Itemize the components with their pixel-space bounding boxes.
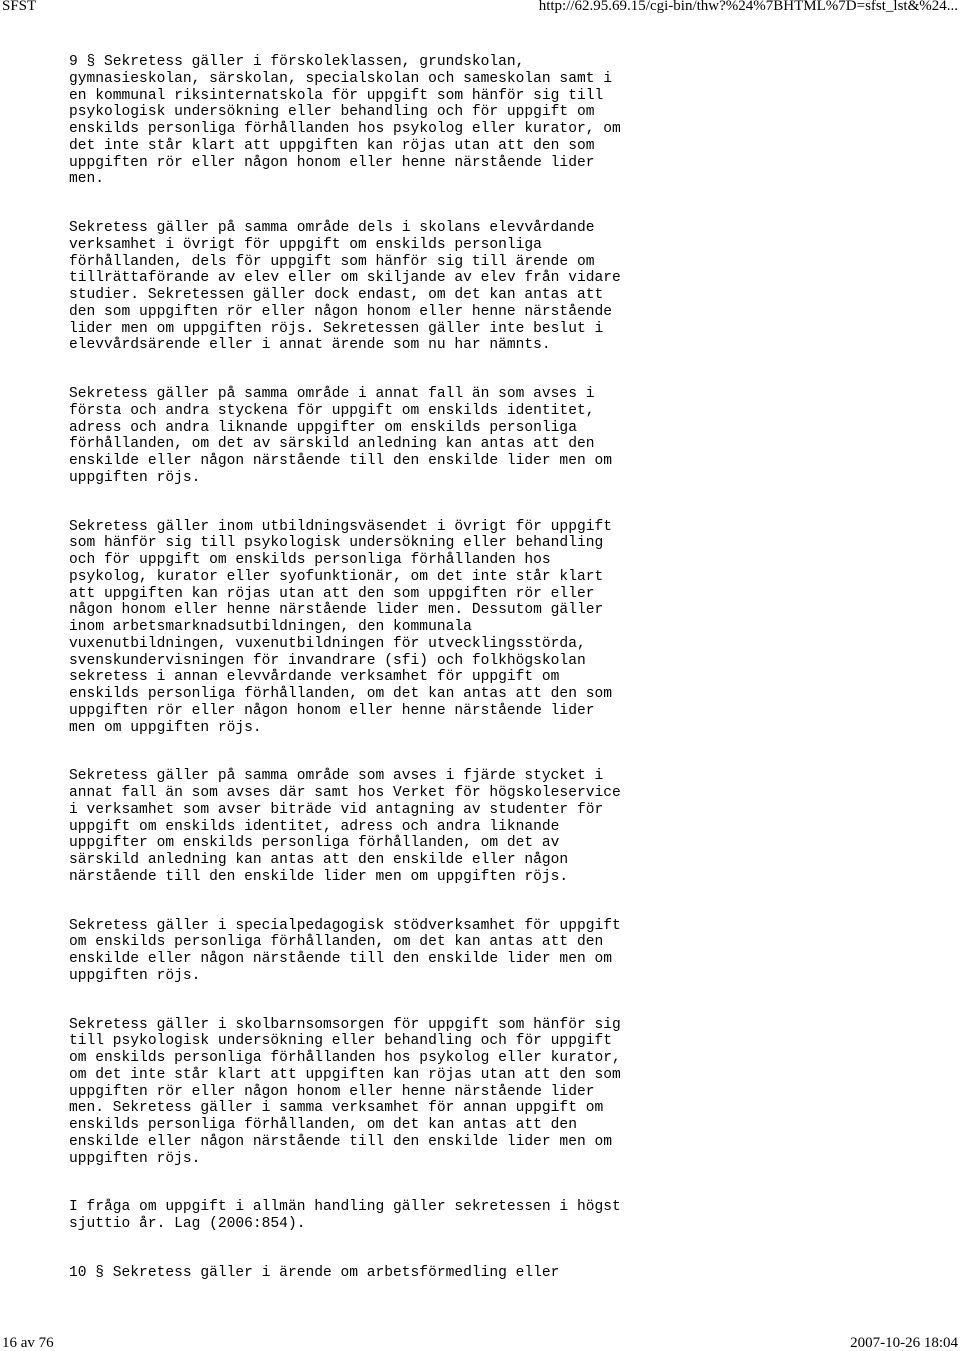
paragraph-utbildningsvasendet: Sekretess gäller inom utbildningsväsendet i övrigt för uppgift som hänför sig till psykologisk undersökning eller behandling och för uppgift om enskilds personliga förhållanden hos psykolog, kurator eller syofunktionär, om det inte står klart att uppgiften kan röjas utan att den som uppgiften rör eller någon honom eller henne närstående lider men. Dessutom gäller inom arbetsmarknadsutbildningen, den kommunala vuxenutbildningen, vuxenutbildningen för utvecklingsstörda, svenskundervisningen för invandrare (sfi) och folkhögskolan sekretess i annan elevvårdande verksamhet för uppgift om enskilds personliga förhållanden, om det kan antas att den som uppgiften rör eller någon honom eller henne närstående lider men om uppgiften röjs.	[69, 518, 612, 736]
paragraph-10-section: 10 § Sekretess gäller i ärende om arbetsförmedling eller	[69, 1264, 560, 1281]
paragraph-hogskoleservice: Sekretess gäller på samma område som avses i fjärde stycket i annat fall än som avses där samt hos Verket för högskoleservice i verksamhet som avser biträde vid antagning av studenter för uppgift om enskilds identitet, adress och andra liknande uppgifter om enskilds personliga förhållanden, om det av särskild anledning kan antas att den enskilde eller någon närstående till den enskilde lider men om uppgiften röjs.	[69, 768, 621, 885]
paragraph-elevvard: Sekretess gäller på samma område dels i skolans elevvårdande verksamhet i övrigt för uppgift om enskilds personliga förhållanden, dels för uppgift som hänför sig till ärende om tillrättaförande av elev eller om skiljande av elev från vidare studier. Sekretessen gäller dock endast, om det kan antas att den som uppgiften rör eller någon honom eller henne närstående lider men om uppgiften röjs. Sekretessen gäller inte beslut i elevvårdsärende eller i annat ärende som nu har nämnts.	[69, 220, 621, 354]
page-title: SFST	[2, 0, 37, 14]
paragraph-identitet: Sekretess gäller på samma område i annat fall än som avses i första och andra styckena för uppgift om enskilds identitet, adress och andra liknande uppgifter om enskilds personliga förhållanden, om det av särskild anledning kan antas att den enskilde eller någon närstående till den enskilde lider men om uppgiften röjs.	[69, 386, 612, 486]
page-number: 16 av 76	[2, 1335, 54, 1351]
paragraph-skolbarnsomsorgen: Sekretess gäller i skolbarnsomsorgen för uppgift som hänför sig till psykologisk undersökning eller behandling och för uppgift om enskilds personliga förhållanden hos psykolog eller kurator, om det inte står klart att uppgiften kan röjas utan att den som uppgiften rör eller någon honom eller henne närstående lider men. Sekretess gäller i samma verksamhet för annan uppgift om enskilds personliga förhållanden, om det kan antas att den enskilde eller någon närstående till den enskilde lider men om uppgiften röjs.	[69, 1016, 621, 1167]
paragraph-specialpedagogisk: Sekretess gäller i specialpedagogisk stödverksamhet för uppgift om enskilds personliga förhållanden, om det kan antas att den enskilde eller någon närstående till den enskilde lider men om uppgiften röjs.	[69, 917, 621, 984]
print-header	[0, 0, 960, 20]
print-footer	[0, 1335, 960, 1351]
paragraph-allman-handling: I fråga om uppgift i allmän handling gäller sekretessen i högst sjuttio år. Lag (2006:854).	[69, 1199, 621, 1232]
page-url: http://62.95.69.15/cgi-bin/thw?%24%7BHTML%7D=sfst_lst&%24...	[538, 0, 958, 14]
paragraph-9-section-first: 9 § Sekretess gäller i förskoleklassen, grundskolan, gymnasieskolan, särskolan, specialskolan och sameskolan samt i en kommunal riksinternatskola för uppgift som hänför sig till psykologisk undersökning eller behandling och för uppgift om enskilds personliga förhållanden hos psykolog eller kurator, om det inte står klart att uppgiften kan röjas utan att den som uppgiften rör eller någon honom eller henne närstående lider men.	[69, 54, 621, 188]
print-timestamp: 2007-10-26 18:04	[850, 1335, 958, 1351]
document-body	[69, 54, 769, 1314]
